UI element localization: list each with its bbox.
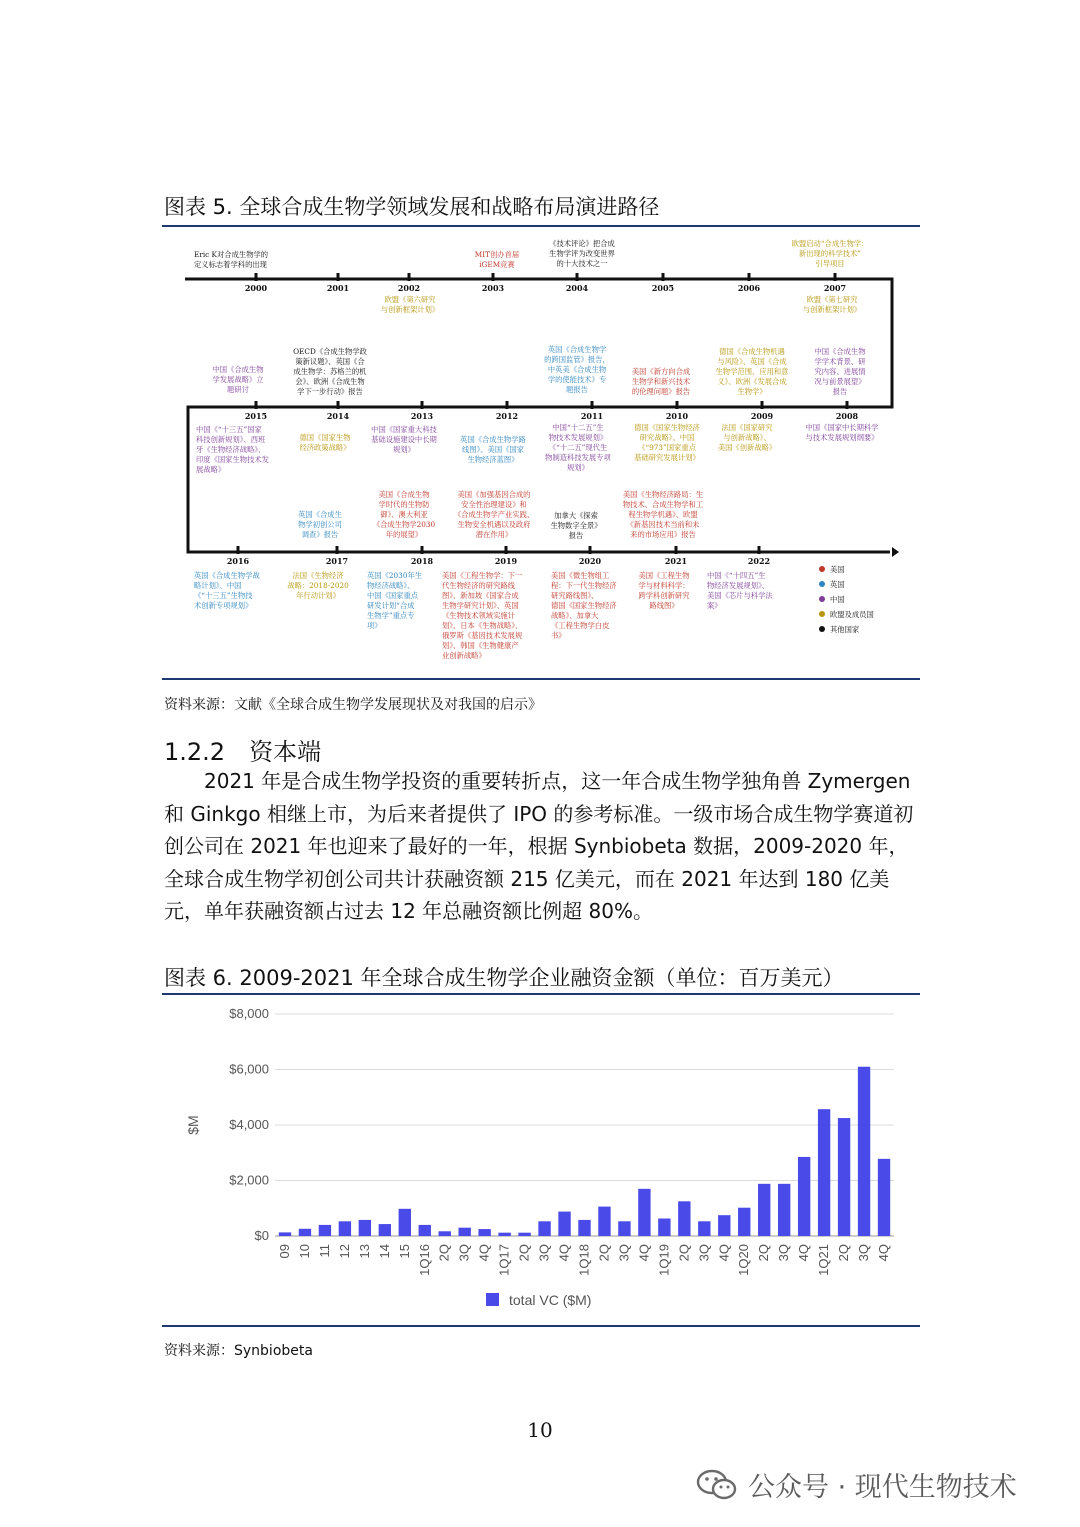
- timeline-note: 报告: [568, 531, 584, 540]
- timeline-year-2017: 2017: [325, 556, 349, 566]
- bar-13: [538, 1221, 550, 1236]
- timeline-note: 路线图》: [649, 601, 679, 610]
- timeline-note: 学的使能技术》专: [547, 375, 607, 384]
- timeline-note: 年行动计划》: [296, 591, 340, 600]
- timeline-note: 生物学和新兴技术: [631, 377, 691, 386]
- y-tick-label: $8,000: [229, 1006, 269, 1021]
- legend-swatch: [486, 1293, 499, 1306]
- timeline-note: 与创新战略》、: [723, 433, 771, 442]
- y-tick-label: $4,000: [229, 1117, 269, 1132]
- timeline-year-2018: 2018: [410, 556, 434, 566]
- timeline-year-2009: 2009: [750, 411, 774, 421]
- timeline-note: 《“十二五”现代生: [548, 443, 608, 452]
- timeline-note: 生物安全机遇以及政府: [457, 520, 531, 529]
- x-tick-label: 4Q: [876, 1244, 892, 1262]
- timeline-note: 跨学科创新研究: [638, 591, 690, 600]
- timeline-note: 略计划》、中国: [194, 581, 242, 590]
- timeline-note: 欧盟《第七研究: [806, 295, 858, 304]
- x-tick-label: 09: [276, 1244, 292, 1259]
- section-heading: 1.2.2 资本端: [164, 738, 322, 766]
- timeline-note: 加拿大《探索: [554, 511, 598, 520]
- bar-16: [598, 1207, 610, 1236]
- timeline-note: 研究路线图》、: [551, 591, 599, 600]
- timeline-note: 生物学评为改变世界: [549, 249, 615, 258]
- bar-14: [558, 1212, 570, 1236]
- bar-11: [498, 1233, 510, 1236]
- timeline-note: 策新议题》、英国《合: [295, 357, 365, 366]
- timeline-note: 美国《芯片与科学法: [707, 591, 773, 600]
- y-tick-label: $2,000: [229, 1172, 269, 1188]
- timeline-note: 欧盟《第六研究: [384, 295, 436, 304]
- timeline-note: 中国《国家重点: [367, 591, 419, 600]
- x-tick-label: 3Q: [856, 1244, 872, 1262]
- legend-dot: [819, 611, 825, 617]
- timeline-note: 俄罗斯《基因技术发展规: [442, 631, 523, 640]
- bar-7: [419, 1225, 431, 1236]
- x-tick-label: 2Q: [436, 1244, 452, 1262]
- timeline-note: 美国《加强基因合成的: [457, 490, 531, 499]
- timeline-note: 物经济战略》、: [367, 581, 415, 590]
- timeline-year-2022: 2022: [747, 556, 771, 566]
- timeline-note: 战略》、加拿大: [551, 611, 599, 620]
- figure5-bottom-rule: [162, 678, 920, 680]
- timeline-note: 《合成生物学产业实践、: [453, 510, 535, 519]
- timeline-note: 中国《国家重大科技: [371, 425, 437, 434]
- timeline-note: 报告: [832, 387, 848, 396]
- bar-8: [439, 1231, 451, 1236]
- timeline-year-2014: 2014: [326, 411, 350, 421]
- bar-1: [299, 1229, 311, 1236]
- timeline-note: 来的市场应用》报告: [630, 530, 696, 539]
- timeline-note: 生物数字全景》: [550, 521, 602, 530]
- watermark-text: 公众号 · 现代生物技术: [748, 1472, 1017, 1503]
- timeline-year-2002: 2002: [397, 283, 421, 293]
- bar-10: [478, 1229, 490, 1236]
- timeline-note: 物学初创公司: [298, 520, 342, 529]
- legend-label: 其他国家: [830, 625, 860, 634]
- legend-label: 英国: [830, 580, 845, 589]
- timeline-note: 学发展战略》立: [212, 375, 264, 384]
- bar-25: [778, 1184, 790, 1236]
- legend-label: 美国: [830, 565, 845, 574]
- bar-15: [578, 1220, 590, 1236]
- timeline-note: 学时代的生物防: [378, 500, 430, 509]
- timeline-note: 生物学范围、应用和意: [715, 367, 789, 376]
- timeline-note: 物技术发展规划》: [548, 433, 608, 442]
- x-tick-label: 1Q18: [576, 1244, 592, 1276]
- timeline-note: 生物学》: [737, 387, 767, 396]
- timeline-note: 基础设施建设中长期: [371, 435, 437, 444]
- timeline-note: 规划》: [393, 445, 415, 454]
- bar-9: [459, 1228, 471, 1236]
- timeline-diagram: [180, 232, 905, 672]
- timeline-note: 《“973”国家重点: [638, 443, 696, 452]
- x-tick-label: 2Q: [836, 1244, 852, 1262]
- timeline-note: 的伦理问题》报告: [631, 387, 691, 396]
- timeline-note: 义》、欧洲《发展合成: [717, 377, 787, 386]
- timeline-note: 的十大技术之一: [556, 259, 608, 268]
- timeline-note: MIT创办首届: [474, 250, 520, 259]
- bar-5: [379, 1224, 391, 1236]
- timeline-note: 学下一步行动》报告: [297, 387, 363, 396]
- timeline-note: 美国《新方向合成: [631, 367, 691, 376]
- x-tick-label: 4Q: [556, 1244, 572, 1262]
- legend-label: 欧盟及成员国: [830, 610, 874, 619]
- x-tick-label: 4Q: [796, 1244, 812, 1262]
- bar-2: [319, 1225, 331, 1236]
- timeline-note: 《合成生物学2030: [372, 520, 436, 529]
- timeline-note: 牙《生物经济战略》、: [196, 445, 266, 454]
- timeline-note: 《工程生物学白皮: [551, 621, 610, 630]
- timeline-note: 况与前景展望》: [814, 377, 866, 386]
- timeline-year-2000: 2000: [244, 283, 268, 293]
- timeline-arrowhead: [892, 547, 899, 557]
- timeline-year-2007: 2007: [823, 283, 847, 293]
- timeline-note: 美国《工程生物: [638, 571, 690, 580]
- y-tick-label: $0: [254, 1228, 269, 1243]
- figure5-top-rule: [162, 225, 920, 227]
- x-tick-label: 3Q: [696, 1244, 712, 1262]
- timeline-note: 潜在作用》: [475, 530, 513, 539]
- x-tick-label: 1Q19: [656, 1244, 672, 1276]
- timeline-note: 成生物学：苏格兰的机: [293, 367, 367, 376]
- timeline-year-2012: 2012: [495, 411, 519, 421]
- bar-29: [858, 1067, 870, 1236]
- bar-12: [518, 1233, 530, 1236]
- timeline-note: 英国《合成生: [298, 510, 342, 519]
- timeline-note: 程：下一代生物经济: [551, 581, 617, 590]
- timeline-note: OECD《合成生物学政: [293, 347, 367, 356]
- figure6-top-rule: [162, 993, 920, 995]
- y-axis-label: $M: [185, 1115, 201, 1135]
- bar-20: [678, 1201, 690, 1236]
- x-tick-label: 11: [316, 1244, 332, 1258]
- timeline-note: 生物经济蓝图》: [467, 455, 519, 464]
- legend-dot: [819, 596, 825, 602]
- timeline-note: 欧盟启动“合成生物学：: [791, 239, 869, 248]
- x-tick-label: 3Q: [616, 1244, 632, 1262]
- timeline-note: 德国《国家生物: [299, 433, 351, 442]
- figure5-source: 资料来源：文献《全球合成生物学发展现状及对我国的启示》: [164, 697, 542, 713]
- timeline-note: 书》: [551, 631, 566, 640]
- timeline-note: 划》、韩国《生物健康产: [442, 641, 519, 650]
- timeline-note: 物制造科技发展专项: [545, 453, 611, 462]
- x-tick-label: 1Q17: [496, 1244, 512, 1276]
- x-tick-label: 14: [376, 1244, 392, 1259]
- timeline-note: 程生物学机遇》、欧盟: [628, 510, 698, 519]
- timeline-note: 印度《国家生物技术发: [196, 455, 269, 464]
- timeline-note: 《技术评论》把合成: [549, 239, 615, 248]
- page-number: 10: [527, 1418, 553, 1442]
- x-tick-label: 4Q: [476, 1244, 492, 1262]
- legend-dot: [819, 581, 825, 587]
- timeline-note: 题报告: [566, 385, 588, 394]
- x-tick-label: 4Q: [716, 1244, 732, 1262]
- timeline-note: 英国《合成生物学路: [460, 435, 526, 444]
- timeline-note: 德国《国家生物经济: [634, 423, 700, 432]
- bar-28: [838, 1118, 850, 1236]
- y-tick-label: $6,000: [229, 1061, 269, 1077]
- timeline-note: 研发计划“合成: [367, 601, 415, 610]
- timeline-note: 《生物技术领域实施计: [442, 611, 515, 620]
- timeline-note: 物技术、合成生物学和工: [622, 500, 704, 509]
- legend-dot: [819, 566, 825, 572]
- timeline-note: 英国《合成生物学战: [194, 571, 260, 580]
- timeline-note: 美国《合成生物: [378, 490, 430, 499]
- timeline-note: 战略：2018-2020: [287, 581, 349, 590]
- timeline-note: 与技术发展规划纲要》: [805, 433, 879, 442]
- timeline-note: 中国《合成生物: [814, 347, 866, 356]
- legend-label: 中国: [830, 595, 845, 604]
- timeline-note: 图》、新加坡《国家合成: [442, 591, 519, 600]
- timeline-note: 基础研究发展计划》: [634, 453, 700, 462]
- x-tick-label: 3Q: [776, 1244, 792, 1262]
- timeline-note: 项》: [367, 621, 382, 630]
- bar-0: [279, 1232, 291, 1236]
- timeline-year-2013: 2013: [410, 411, 434, 421]
- timeline-note: 法国《生物经济: [292, 571, 344, 580]
- timeline-note: 中英美《合成生物: [547, 365, 607, 374]
- timeline-note: 美国《创新战略》: [717, 443, 777, 452]
- timeline-year-2015: 2015: [244, 411, 268, 421]
- x-tick-label: 12: [336, 1244, 352, 1259]
- x-tick-label: 15: [396, 1244, 412, 1259]
- x-tick-label: 1Q16: [416, 1244, 432, 1276]
- bar-18: [638, 1189, 650, 1236]
- timeline-note: 学与材料科学：: [638, 581, 690, 590]
- timeline-note: 年的展望》: [385, 530, 423, 539]
- timeline-note: 的跨国监管》报告，: [544, 355, 610, 364]
- timeline-note: 物经济发展规划》、: [707, 581, 770, 590]
- timeline-year-2005: 2005: [651, 283, 675, 293]
- timeline-note: 划》、日本《生物战略》、: [442, 621, 523, 630]
- watermark: [696, 1465, 1017, 1504]
- timeline-note: 英国《2030年生: [367, 571, 423, 580]
- timeline-note: 业创新战略》: [442, 651, 486, 660]
- timeline-year-2020: 2020: [578, 556, 602, 566]
- timeline-note: 究内容、进展情: [814, 367, 866, 376]
- timeline-note: 中国《“十三五”国家: [196, 425, 262, 434]
- timeline-note: 题研讨: [227, 385, 249, 394]
- timeline-note: 英国《合成生物学: [547, 345, 607, 354]
- body-paragraph: [164, 765, 924, 928]
- timeline-note: 会》、欧洲《合成生物: [295, 377, 365, 386]
- timeline-note: 中国《国家中长期科学: [805, 423, 879, 432]
- timeline-note: 术创新专项规划》: [194, 601, 253, 610]
- x-tick-label: 4Q: [636, 1244, 652, 1262]
- timeline-note: 线图》、美国《国家: [461, 445, 525, 454]
- timeline-path: [185, 279, 892, 552]
- timeline-note: 与创新框架计划》: [802, 305, 862, 314]
- timeline-note: 调查》报告: [301, 530, 339, 539]
- x-tick-label: 2Q: [596, 1244, 612, 1262]
- timeline-note: 与创新框架计划》: [380, 305, 440, 314]
- timeline-year-2010: 2010: [665, 411, 689, 421]
- figure6-source: 资料来源：Synbiobeta: [164, 1343, 313, 1359]
- bar-6: [399, 1209, 411, 1236]
- figure6-title: 图表 6. 2009-2021 年全球合成生物学企业融资金额（单位：百万美元）: [164, 966, 844, 990]
- bar-21: [698, 1221, 710, 1236]
- paragraph-text: 2021 年是合成生物学投资的重要转折点，这一年合成生物学独角兽 Zymergen 和 Ginkgo 相继上市，为后来者提供了 IPO 的参考标准。一级市场合成生物学赛道初创公司在 2021 年也迎来了最好的一年，根据 Synbiobeta 数据，2009-2020 年，全球合成生物学初创公司共计获融资额 215 亿美元，而在 2021 年达到 180 亿美元，单年获融资额占过去 12 年总融资额比例超 80%。: [164, 769, 914, 923]
- x-tick-label: 2Q: [516, 1244, 532, 1262]
- timeline-note: 生物学”重点专: [367, 611, 415, 620]
- bar-30: [878, 1159, 890, 1236]
- timeline-note: 引导项目: [815, 259, 845, 268]
- bar-3: [339, 1221, 351, 1236]
- x-tick-label: 1Q21: [816, 1244, 832, 1276]
- timeline-note: 定义标志着学科的出现: [194, 260, 267, 269]
- wechat-icon: [696, 1468, 738, 1502]
- bar-26: [798, 1157, 810, 1236]
- timeline-note: 美国《工程生物学：下一: [442, 571, 523, 580]
- timeline-note: 生物学研究计划》、英国: [442, 601, 519, 610]
- x-tick-label: 3Q: [456, 1244, 472, 1262]
- bar-22: [718, 1215, 730, 1236]
- bar-4: [359, 1220, 371, 1236]
- timeline-note: 科技创新规划》、西班: [196, 435, 266, 444]
- timeline-note: 规划》: [567, 463, 589, 472]
- figure6-bottom-rule: [162, 1325, 920, 1327]
- timeline-year-2011: 2011: [580, 411, 604, 421]
- timeline-note: 中国《“十四五”生: [707, 571, 766, 580]
- x-tick-label: 1Q20: [736, 1244, 752, 1276]
- x-tick-label: 13: [356, 1244, 372, 1259]
- timeline-note: 经济政策战略》: [299, 443, 351, 452]
- timeline-note: 中国“十二五”生: [552, 423, 604, 432]
- timeline-note: 美国《生物经济路局：生: [622, 490, 704, 499]
- x-tick-label: 10: [296, 1244, 312, 1259]
- x-tick-label: 3Q: [536, 1244, 552, 1262]
- x-tick-label: 2Q: [756, 1244, 772, 1262]
- timeline-note: 研究战略》、中国: [639, 433, 695, 442]
- timeline-note: 法国《国家研究: [721, 423, 773, 432]
- timeline-note: 安全性治理建设》和: [461, 500, 527, 509]
- timeline-note: 御》、澳大利亚: [380, 510, 428, 519]
- legend-label: total VC ($M): [509, 1292, 592, 1308]
- vc-bar-chart: [170, 1000, 920, 1320]
- bar-24: [758, 1184, 770, 1236]
- bar-23: [738, 1208, 750, 1236]
- x-tick-label: 2Q: [676, 1244, 692, 1262]
- timeline-note: 代生物经济的研究路线: [442, 581, 515, 590]
- timeline-note: 德国《合成生物机遇: [719, 347, 785, 356]
- timeline-note: Eric K对合成生物学的: [194, 250, 269, 259]
- timeline-year-2006: 2006: [737, 283, 761, 293]
- timeline-note: 德国《国家生物经济: [551, 601, 617, 610]
- legend-dot: [819, 626, 825, 632]
- timeline-note: 与风险》、英国《合成: [717, 357, 787, 366]
- timeline-year-2003: 2003: [481, 283, 505, 293]
- timeline-year-2019: 2019: [494, 556, 518, 566]
- bar-17: [618, 1221, 630, 1236]
- timeline-note: 《新基因技术当前和未: [626, 520, 700, 529]
- figure5-title: 图表 5. 全球合成生物学领域发展和战略布局演进路径: [164, 195, 660, 219]
- timeline-note: 《“十三五”生物技: [194, 591, 253, 600]
- timeline-note: 案》: [707, 601, 722, 610]
- timeline-note: 展战略》: [196, 465, 226, 474]
- timeline-note: 中国《合成生物: [212, 365, 264, 374]
- timeline-year-2001: 2001: [326, 283, 350, 293]
- bar-27: [818, 1109, 830, 1236]
- timeline-note: 新出现的科学技术”: [798, 249, 862, 258]
- timeline-note: iGEM竞赛: [479, 260, 515, 269]
- timeline-year-2004: 2004: [565, 283, 589, 293]
- bar-19: [658, 1219, 670, 1236]
- timeline-year-2008: 2008: [835, 411, 859, 421]
- timeline-note: 美国《微生物组工: [551, 571, 610, 580]
- timeline-year-2021: 2021: [664, 556, 688, 566]
- timeline-year-2016: 2016: [226, 556, 250, 566]
- timeline-note: 学学术背景、研: [814, 357, 866, 366]
